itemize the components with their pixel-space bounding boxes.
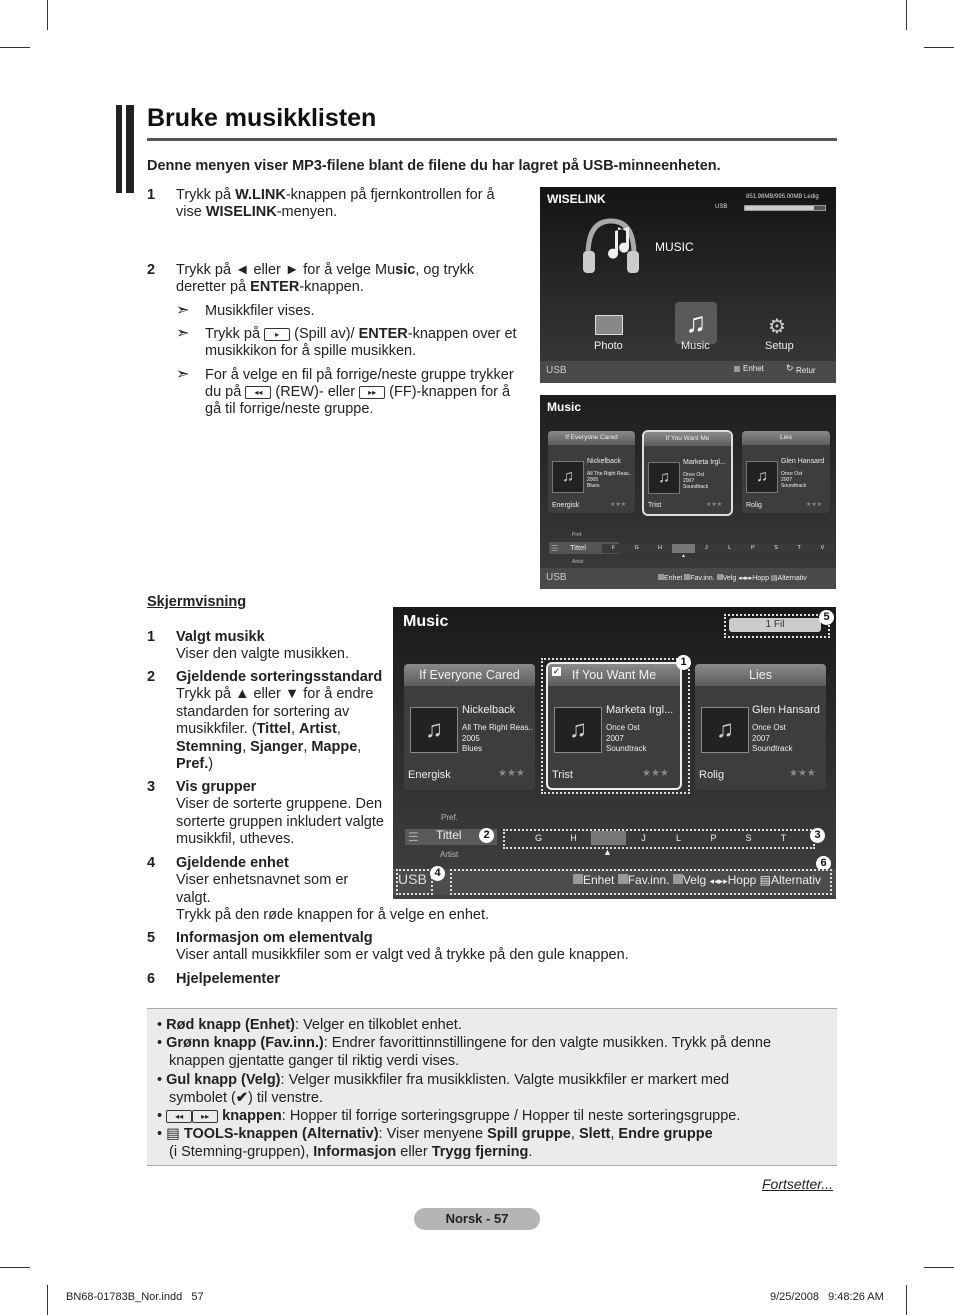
group-letter-selected[interactable]	[672, 544, 695, 553]
fav-hint[interactable]: Fav.inn.	[690, 575, 715, 582]
bullet-skip: • ◂◂ ▸▸ knappen: Hopper til forrige sorteringsgruppe / Hopper til neste sorteringsgruppe.	[157, 1108, 741, 1124]
title-rule	[147, 138, 837, 141]
footer-date: 9/25/2008 9:48:26 AM	[770, 1291, 884, 1303]
sort-artist: Artist	[572, 559, 584, 565]
usb-label: USB	[715, 204, 728, 210]
screen-title: WISELINK	[547, 192, 606, 206]
file-count: 1 Fil	[729, 618, 821, 632]
check-icon[interactable]: ✓	[552, 666, 561, 676]
note-1: Musikkfiler vises.	[205, 303, 315, 319]
item-number: 2	[147, 669, 156, 685]
group-letter[interactable]: S	[774, 545, 778, 551]
step-1: Trykk på W.LINK-knappen på fjernkontrollen for å vise WISELINK-menyen.	[176, 187, 495, 220]
music-card-selected[interactable]	[644, 432, 731, 514]
group-letter[interactable]: L	[675, 833, 681, 843]
title-accent-stripe	[122, 105, 126, 193]
continues-link: Fortsetter...	[762, 1176, 834, 1192]
music-card-selected[interactable]	[548, 664, 680, 788]
card-title: If You Want Me	[548, 664, 680, 686]
group-letter[interactable]: V	[820, 545, 825, 551]
hopp-hint[interactable]: Hopp	[727, 873, 757, 887]
group-strip[interactable]	[521, 831, 801, 845]
note-arrow-icon: ➣	[176, 325, 190, 342]
crop-mark	[924, 47, 954, 48]
rating-stars-icon: ★★★	[706, 502, 723, 508]
screen-title: Music	[547, 400, 582, 414]
velg-hint[interactable]: Velg	[722, 575, 737, 582]
group-letter[interactable]: P	[750, 545, 755, 551]
storage-bar	[744, 205, 826, 211]
sort-artist: Artist	[440, 850, 459, 859]
group-letter[interactable]: H	[658, 545, 662, 551]
music-file-icon: ♫	[648, 462, 680, 494]
page-number: Norsk - 57	[414, 1208, 540, 1230]
enhet-hint[interactable]: Enhet	[664, 575, 683, 582]
callout-5: 5	[819, 610, 834, 625]
note-2: Trykk på ▸ (Spill av)/ ENTER-knappen over et musikkikon for å spille musikken.	[205, 326, 517, 359]
item-2: Gjeldende sorteringsstandard Trykk på ▲ eller ▼ for å endre standarden for sortering av musikkfiler. (Tittel, Artist, Stemning, Sjanger, Mappe, Pref.)	[176, 669, 383, 773]
return-icon: ↻	[786, 363, 794, 373]
group-letter-selected[interactable]	[591, 831, 626, 845]
music-screen-annotated	[393, 607, 836, 899]
music-card[interactable]	[404, 664, 535, 790]
note-arrow-icon: ➣	[176, 366, 190, 383]
storage-text: 851.98MB/995.00MB Ledig	[746, 194, 819, 200]
crop-mark	[924, 1267, 954, 1268]
rating-stars-icon: ★★★	[806, 502, 823, 508]
callout-4: 4	[430, 866, 445, 881]
card-mood: Energisk	[552, 502, 580, 509]
velg-hint[interactable]: Velg	[682, 873, 707, 887]
hopp-hint[interactable]: Hopp	[752, 575, 769, 582]
bullet-tools: • ▤ TOOLS-knappen (Alternativ): Viser menyene Spill gruppe, Slett, Endre gruppe (i Stemning-gruppen), Informasjon eller Trygg fjerning.	[157, 1126, 713, 1160]
item-number: 6	[147, 971, 156, 987]
callout-3: 3	[810, 828, 825, 843]
item-6: Hjelpelementer	[176, 971, 280, 987]
ff-button-icon: ▸▸	[359, 386, 385, 399]
card-artist: Glen Hansard	[752, 704, 820, 716]
sort-current: Tittel	[436, 828, 462, 842]
tools-icon: ▤	[759, 873, 771, 887]
sort-current: Tittel	[570, 543, 586, 552]
item-5: Informasjon om elementvalg Viser antall musikkfiler som er valgt ved å trykke på den gule knappen.	[176, 930, 629, 963]
group-pointer-icon: ▲	[681, 553, 686, 559]
group-letter[interactable]: P	[710, 833, 717, 843]
card-artist: Nickelback	[462, 704, 516, 716]
group-letter[interactable]: T	[780, 833, 787, 843]
footer-hints	[573, 873, 825, 887]
card-mood: Trist	[648, 502, 662, 509]
step-number: 2	[147, 262, 156, 278]
card-meta: All The Right Reas.. 2005 Blues	[462, 723, 533, 753]
group-letter[interactable]: J	[705, 545, 708, 551]
item-3: Vis grupper Viser de sorterte gruppene. Den sorterte gruppen inkludert valgte musikkfil, utheves.	[176, 779, 384, 848]
item-number: 5	[147, 930, 156, 946]
play-button-icon: ▸	[264, 328, 290, 341]
red-button-icon	[734, 366, 740, 372]
sort-pref: Pref.	[441, 813, 458, 822]
crop-mark	[0, 47, 30, 48]
skip-icon: ◂◂▸▸	[709, 876, 728, 886]
group-letter[interactable]: G	[534, 833, 542, 843]
group-letter[interactable]: T	[797, 545, 801, 551]
music-file-icon: ♫	[701, 707, 749, 753]
rew-button-icon: ◂◂	[166, 1110, 192, 1123]
crop-mark	[0, 1267, 30, 1268]
bullet-red: • Rød knapp (Enhet): Velger en tilkoblet enhet.	[157, 1017, 462, 1033]
bullet-green: • Grønn knapp (Fav.inn.): Endrer favorittinnstillingene for den valgte musikken. Trykk på denne knappen gjentatte ganger til riktig verdi vises.	[157, 1035, 772, 1069]
headphones-icon	[580, 215, 642, 279]
music-note-icon[interactable]: ♫	[675, 302, 717, 344]
card-mood: Trist	[552, 769, 573, 781]
music-card[interactable]	[742, 431, 830, 513]
group-strip[interactable]	[602, 544, 834, 553]
card-artist: Marketa Irgl...	[683, 459, 726, 466]
intro-text: Denne menyen viser MP3-filene blant de filene du har lagret på USB-minneenheten.	[147, 158, 721, 174]
footer-usb[interactable]: USB	[398, 871, 427, 887]
music-file-icon: ♫	[746, 461, 778, 493]
fav-hint[interactable]: Fav.inn.	[627, 873, 670, 887]
step-number: 1	[147, 187, 156, 203]
tools-icon: ▤	[770, 575, 778, 582]
bullet-yellow: • Gul knapp (Velg): Velger musikkfiler fra musikklisten. Valgte musikkfiler er markert med symbolet (✔) til venstre.	[157, 1072, 730, 1106]
footer-usb[interactable]: USB	[546, 572, 567, 583]
footer-hints	[658, 574, 807, 582]
card-meta: Once Ost 2007 Soundtrack	[752, 723, 793, 753]
item-1: Valgt musikk Viser den valgte musikken.	[176, 629, 350, 662]
setup-tab[interactable]: Setup	[765, 340, 794, 352]
card-meta: Once Ost 2007 Soundtrack	[683, 472, 709, 490]
list-icon: ☰	[408, 830, 419, 844]
callout-2: 2	[479, 828, 494, 843]
crop-mark	[47, 0, 48, 30]
group-letter[interactable]: G	[634, 545, 639, 551]
page-title: Bruke musikklisten	[147, 104, 377, 132]
item-4: Gjeldende enhet Viser enhetsnavnet som er valgt. Trykk på den røde knappen for å velge en enhet.	[176, 855, 490, 924]
card-artist: Nickelback	[587, 458, 621, 465]
card-artist: Marketa Irgl...	[606, 704, 674, 716]
music-file-icon: ♫	[554, 707, 602, 753]
crop-mark	[906, 1285, 907, 1315]
group-pointer-icon: ▲	[603, 847, 612, 857]
music-screen-small	[540, 395, 836, 589]
card-meta: Once Ost 2007 Soundtrack	[781, 471, 807, 489]
card-title: Lies	[742, 431, 830, 445]
skip-icon: ◂◂▸▸	[738, 575, 753, 582]
rew-button-icon: ◂◂	[245, 386, 271, 399]
sort-pref: Pref.	[572, 532, 583, 538]
retur-hint[interactable]: Retur	[796, 366, 816, 375]
music-card[interactable]	[695, 664, 826, 790]
callout-1: 1	[676, 655, 691, 670]
footer-file: BN68-01783B_Nor.indd 57	[66, 1291, 204, 1303]
step-2: Trykk på ◄ eller ► for å velge Music, og trykk deretter på ENTER-knappen.	[176, 262, 475, 295]
group-letter[interactable]: S	[745, 833, 752, 843]
music-file-icon: ♫	[410, 707, 458, 753]
rating-stars-icon: ★★★	[498, 768, 525, 779]
group-letter[interactable]: F	[611, 545, 616, 551]
card-title: If Everyone Cared	[548, 431, 635, 445]
music-card[interactable]	[548, 431, 635, 513]
tools-icon: ▤	[166, 1126, 180, 1142]
item-number: 3	[147, 779, 156, 795]
card-title: If You Want Me	[644, 432, 731, 446]
setup-gear-icon[interactable]: ⚙	[768, 316, 786, 338]
rating-stars-icon: ★★★	[642, 768, 669, 779]
checkmark-icon: ✔	[235, 1090, 249, 1106]
list-icon: ☰	[551, 544, 559, 553]
enhet-hint[interactable]: Enhet	[743, 364, 764, 373]
card-artist: Glen Hansard	[781, 458, 825, 465]
help-notes-box	[147, 1008, 837, 1166]
section-heading: Skjermvisning	[147, 594, 247, 610]
item-number: 1	[147, 629, 156, 645]
alt-hint[interactable]: Alternativ	[771, 873, 822, 887]
footer-usb: USB	[546, 365, 567, 376]
screen-title: Music	[403, 613, 449, 630]
card-mood: Energisk	[408, 769, 451, 781]
note-arrow-icon: ➣	[176, 302, 190, 319]
card-mood: Rolig	[699, 769, 725, 781]
card-mood: Rolig	[746, 502, 762, 509]
note-3: For å velge en fil på forrige/neste gruppe trykker du på ◂◂ (REW)- eller ▸▸ (FF)-knappen for å gå til forrige/neste gruppe.	[205, 367, 514, 417]
photo-icon[interactable]	[595, 315, 623, 335]
wiselink-screen	[540, 187, 836, 383]
card-meta: Once Ost 2007 Soundtrack	[606, 723, 647, 753]
crop-mark	[47, 1285, 48, 1315]
alt-hint[interactable]: Alternativ	[777, 575, 807, 582]
photo-tab[interactable]: Photo	[594, 340, 623, 352]
music-label: MUSIC	[655, 240, 694, 254]
rating-stars-icon: ★★★	[610, 502, 627, 508]
card-title: Lies	[695, 664, 826, 686]
crop-mark	[906, 0, 907, 30]
callout-6: 6	[816, 856, 831, 871]
enhet-hint[interactable]: Enhet	[583, 873, 615, 887]
item-number: 4	[147, 855, 156, 871]
music-file-icon: ♫	[552, 461, 584, 493]
group-letter[interactable]: L	[728, 545, 732, 551]
card-title: If Everyone Cared	[404, 664, 535, 686]
group-letter[interactable]: H	[570, 833, 577, 843]
card-meta: All The Right Reas.. 2005 Blues	[587, 471, 632, 489]
music-tab[interactable]: Music	[681, 340, 710, 352]
group-letter[interactable]: J	[641, 833, 646, 843]
ff-button-icon: ▸▸	[192, 1110, 218, 1123]
rating-stars-icon: ★★★	[789, 768, 816, 779]
